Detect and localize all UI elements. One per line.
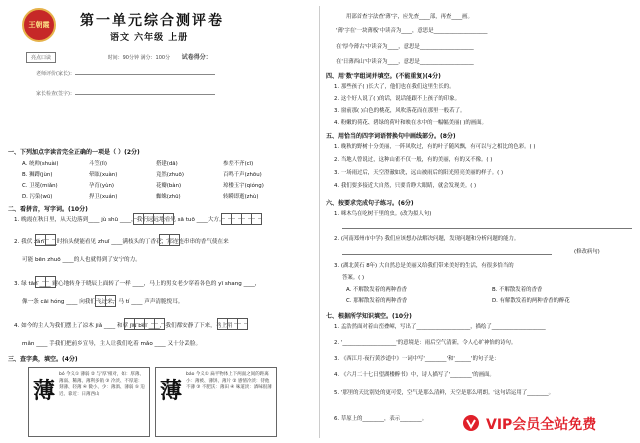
question-2-3a: 3. 绿 tān ____ 耐心地转身于晓辰上面转了一样 ____，马上的男女老少穿着各色的 yī shang ____， — [14, 281, 261, 287]
page-title: 第一单元综合测评卷 — [80, 13, 224, 29]
section-1-title: 一、下列加点字读音完全正确的一项是（ ）(2分) — [8, 149, 140, 156]
publisher-logo: 王朝霞 — [22, 8, 56, 42]
vip-watermark: VIP会员全站免费 — [486, 417, 597, 433]
time-label: 时间：90分钟 满分：100分 — [107, 55, 171, 61]
question-3-1: 用部首查字法查'薄'字，应先查____部，再查____画。 — [346, 14, 473, 20]
page-subtitle: 语文 六年级 上册 — [110, 33, 189, 43]
tip-box: 亮点口诀 — [26, 52, 56, 63]
question-6-1: 1. 咪木鸟在吃树干里的虫。(改为拟人句) — [334, 211, 432, 217]
question-7-3: 3. 《西江月·夜行黄沙道中》一词中写'________'和'______'的句子是： — [334, 356, 500, 362]
question-2-3b: 像一条 cāi hóng ____ 向我们飞过来，马 tí ____ 声声清脆悦耳。 — [22, 299, 184, 305]
answer-line[interactable] — [342, 254, 552, 255]
section-2-title: 二、看拼音，写字词。(10分) — [8, 206, 88, 213]
question-7-5: 5. '那里的天比别处的更可爱，空气是那么清鲜，天空是那么明朗。'这句话运用了________。 — [334, 390, 555, 396]
meta-strip — [26, 52, 212, 63]
question-2-2b: 可能 bēn zhuō ____的人也就得到了安宁的力。 — [22, 257, 141, 263]
pinyin-grid[interactable] — [96, 295, 116, 307]
question-4-2: 2. 这个好人说了( )的话，说话能跟不上孩子的印象。 — [334, 96, 460, 102]
right-column — [322, 0, 640, 443]
question-5-2: 2. 当地人曾说过，这种山雀不仅一般，有的美丽，有的又不像。( ) — [334, 157, 493, 163]
option-row-b: B. 狮蹲(jùn) 晕眩(xuàn) 竟然(zhuō) 百鸣千声(zhōu) — [22, 172, 262, 178]
question-7-1: 1. 孟浩然面对着山峦叠嶂，写出了____________________，描绘了____________________ — [334, 324, 546, 330]
dictionary-card-1: 薄 bó 今义① 薄弱 ② 与'厚'相对，如：厚薄、薄弱、稀薄、薄利多销 ③ 冷淡、不厚道：刻薄、轻薄 ④ 微小、少：薄酒、薄弱 ⑤ 迫近、靠近：日薄西山 — [28, 367, 150, 437]
pinyin-grid[interactable] — [36, 234, 56, 246]
pinyin-grid[interactable] — [218, 318, 248, 330]
pinyin-grid[interactable] — [160, 234, 180, 246]
question-2-2a: 2. 我伏 zǎn ____时抬头便能看见 zhuī ____满枝头的丁香花，那连连串串的香气使在来 — [14, 239, 229, 245]
question-7-4: 4. 《六月二十七日望湖楼醉书》中，诗人描写了'________'的画面。 — [334, 372, 495, 378]
column-divider — [319, 6, 320, 438]
question-4-1: 1. 那些孩子( )长大了，他们也在我们这里生长的。 — [334, 84, 455, 90]
question-2-1: 1. 晚霞在秋日里，从天边落到____ jù shū ____，我们远远地看见 sā tuō ____大方。 — [14, 217, 225, 223]
question-5-1: 1. 晚秋的野树十分美丽，一阵风吹过，有的叶子随风飘，有可以与之相比的色彩。( ) — [334, 144, 536, 150]
pinyin-grid[interactable] — [36, 276, 56, 288]
option-d[interactable]: D. 有解散发着的两种香香的醉花 — [492, 298, 570, 304]
teacher-comment: 老师评价(家长)： — [36, 68, 215, 77]
score-label: 试卷得分： — [181, 54, 212, 61]
section-5-title: 五、用恰当的四字词语替换句中画线部分。(8分) — [326, 133, 456, 140]
pinyin-grid[interactable] — [134, 213, 174, 225]
question-7-6: 6. 草原上的________，表示________。 — [334, 416, 428, 422]
option-row-d: D. 污染(wū) 捍卫(xuán) 蜘蛛(zhū) 转瞬即逝(zhù) — [22, 194, 259, 200]
vip-icon — [462, 414, 480, 432]
question-4-3: 3. 窗前那( )白色的桃花，风吹落花而在那里一般若了。 — [334, 108, 466, 114]
question-3-4: 在'日薄西山'中读音为____，意思是____________________ — [336, 59, 474, 65]
section-4-title: 四、用'数'字组词并填空。(不能重复)(4分) — [326, 73, 441, 80]
question-6-2: 2. (河南郑州市中学) 我们应该想办法解决问题，发现问题和分析问题的能力。 — [334, 236, 520, 242]
dictionary-card-2: 薄 báo 今义① 扁平物体上下两面之间的距离小：薄被、薄饼、薄片 ② 感情冷淡：待他不薄 ③ 不肥沃：薄田 ④ 味道淡：酒味很薄 — [155, 367, 277, 437]
question-7-2: 2. '____________________'的意境是：雨后空气清新，令人心旷神怡的诗句。 — [334, 340, 517, 346]
option-c[interactable]: C. 那解散发着的两种香香 — [346, 298, 408, 304]
question-6-3b: 答案。( ) — [342, 275, 365, 281]
pinyin-grid[interactable] — [222, 213, 262, 225]
option-a[interactable]: A. 不解散发着的两种香香 — [346, 287, 407, 293]
question-3-2: '薄'字在'一块薄板'中读音为____，意思是____________________ — [336, 28, 488, 34]
section-7-title: 七、根据所学知识填空。(10分) — [326, 313, 412, 320]
question-6-3: 3. (湖北黄石 8年) 大自然总是美丽又给我们带来美好的生活，有很多恰当的 — [334, 263, 514, 269]
option-row-c: C. 卫冕(miǎn) 孕育(yùn) 花瓣(bàn) 琼楼玉宇(qióng) — [22, 183, 264, 189]
section-3-title: 三、查字典，填空。(4分) — [8, 356, 78, 363]
question-5-3: 3. 一场雨过后，天空澄澈如洗，远山被雨后的阳光照亮美丽的样子。( ) — [334, 170, 504, 176]
pinyin-grid[interactable] — [125, 318, 165, 330]
answer-line[interactable] — [342, 228, 632, 229]
question-2-4a: 4. 如今的主人为我们摆上了凉木 jiǎ ____ 和草 jiū bèi ____，我们都安静了下来，马上用 — [14, 323, 233, 329]
question-2-4b: mǎn ____ 手我们把前乡宣导，主人让我们吃着 mǎo ____ 又十分丢脸。 — [22, 341, 202, 347]
question-4-4: 4. 粉嫩的荷花、碧绿的荷叶和映在水中的一幅幅美丽( )的画面。 — [334, 120, 487, 126]
option-row-a: A. 统帅(shuài) 斗笠(lì) 搭建(dā) 参差不齐(cī) — [22, 161, 254, 167]
question-3-3: 在'厚今薄古'中读音为____，意思是____________________ — [336, 44, 474, 50]
option-b[interactable]: B. 不解散发着的香香 — [492, 287, 543, 293]
section-6-title: 六、按要求完成句子练习。(6分) — [326, 200, 414, 207]
parent-sign: 家长检查(签字)： — [36, 88, 215, 97]
question-5-4: 4. 我们要多接近大自然，只要肯睁大眼睛，就会发现美。( ) — [334, 183, 477, 189]
left-column — [0, 0, 318, 443]
question-6-2-note: (修改病句) — [574, 249, 600, 255]
